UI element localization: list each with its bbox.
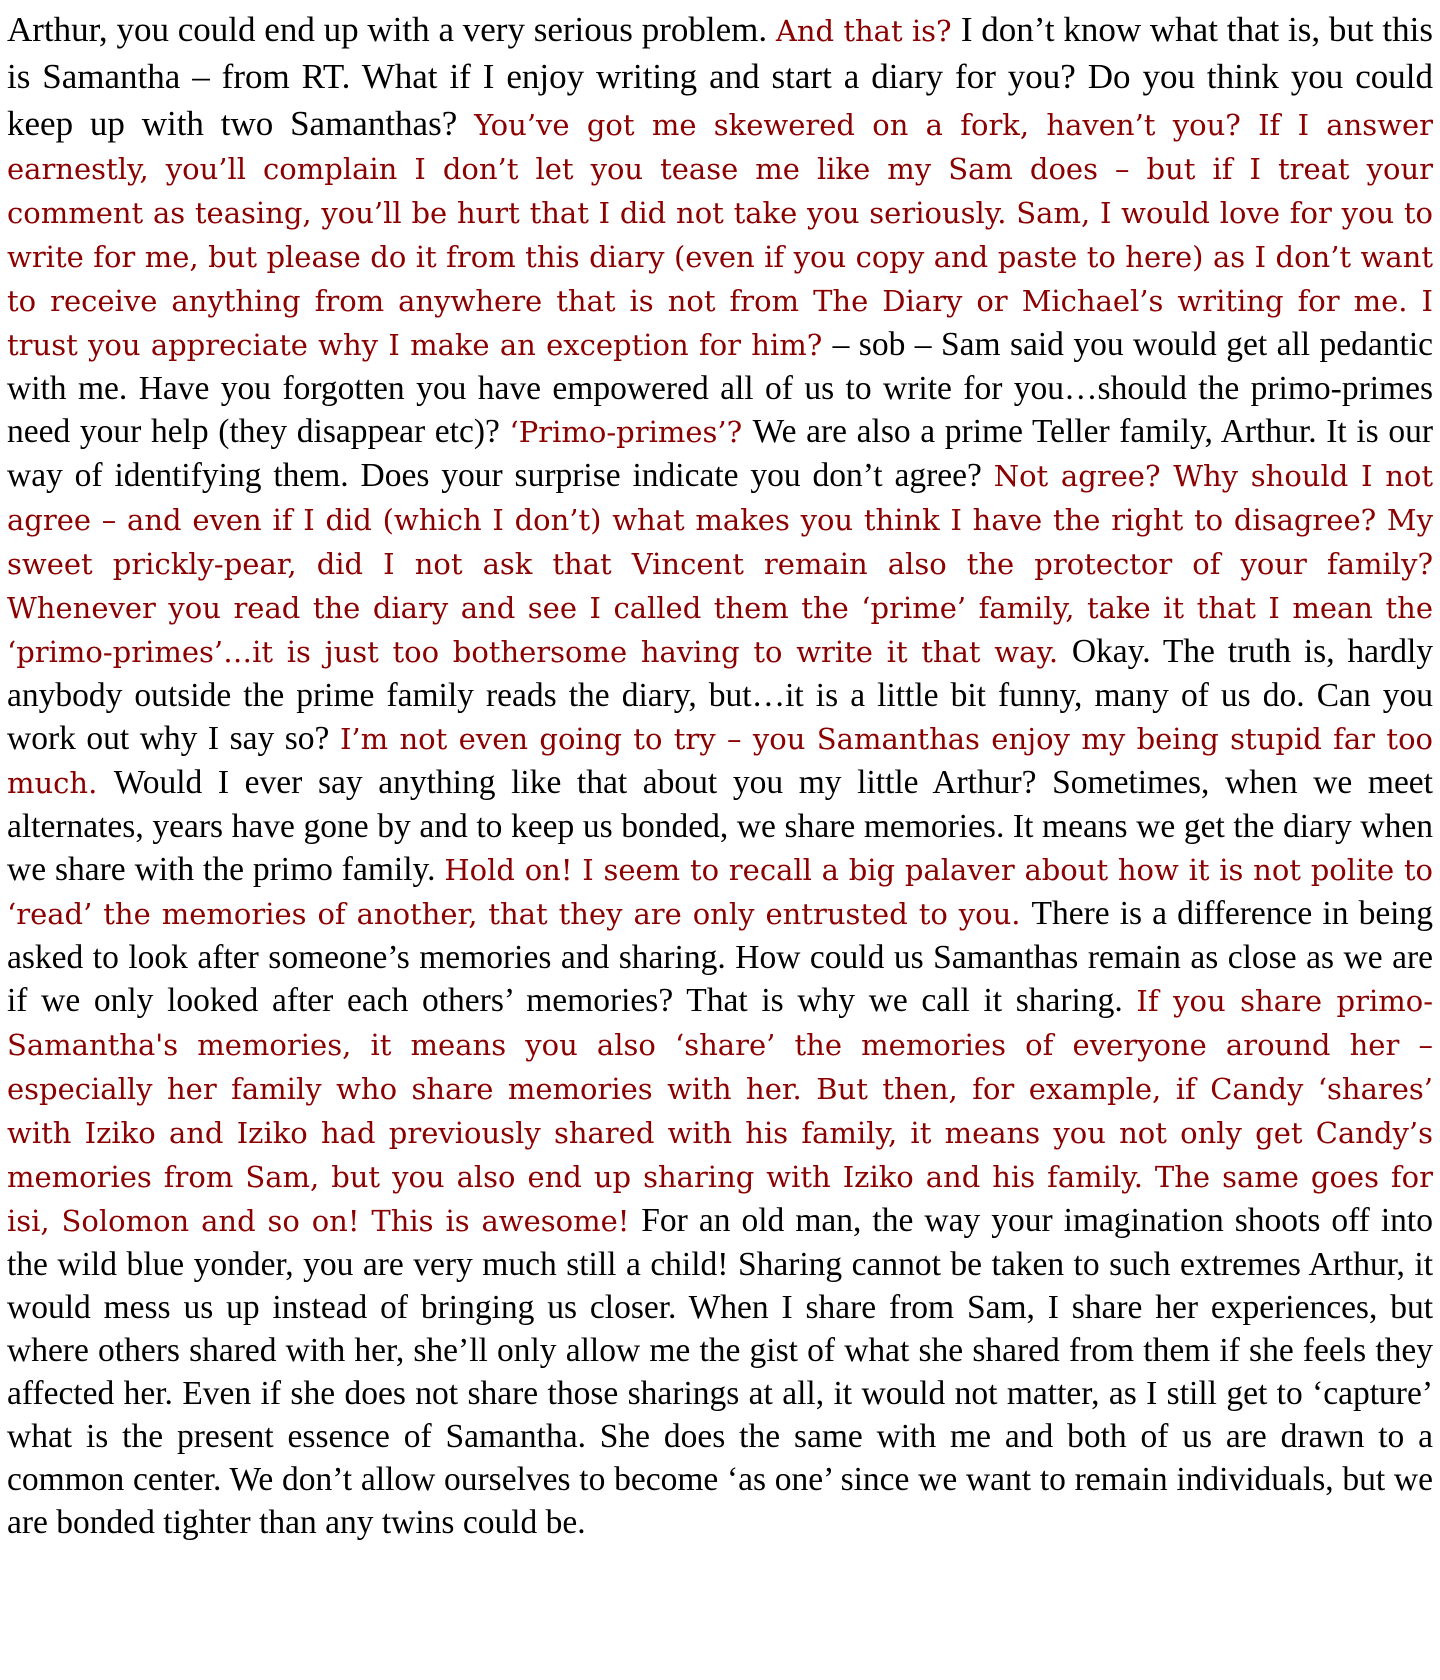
- arthur-text: If you share primo-Samantha's memories, it means you also ‘share’ the memories of everyone around her – especially her family who share memories with her. But then, for example, if Candy ‘shares’ with Iziko and Iziko had previously shared with his family, it means you not only get Candy’s memories from Sam, but you also end up sharing with Iziko and his family. The same goes for isi, Solomon and so on! This is awesome!: [7, 984, 1433, 1238]
- samantha-text: Arthur, you could end up with a very serious problem.: [7, 10, 776, 49]
- samantha-text: – sob – Sam said you would get all pedantic with me. Have you forgotten you have empowered all of us to write for you…should the primo-primes need your help (they disappear etc)?: [7, 326, 1433, 450]
- arthur-text: Not agree? Why should I not agree – and even if I did (which I don’t) what makes you think I have the right to disagree? My sweet prickly-pear, did I not ask that Vincent remain also the protector of your family? Whenever you read the diary and see I called them the ‘prime’ family, take it that I mean the ‘primo-primes’…it is just too bothersome having to write it that way.: [7, 459, 1433, 669]
- samantha-text: Would I ever say anything like that about you my little Arthur? Sometimes, when we meet alternates, years have gone by and to keep us bonded, we share memories. It means we get the diary when we share with the primo family.: [7, 764, 1433, 888]
- samantha-text: Okay. The truth is, hardly anybody outside the prime family reads the diary, but…it is a little bit funny, many of us do. Can you work out why I say so?: [7, 633, 1434, 757]
- arthur-text: And that is?: [775, 14, 961, 48]
- diary-page: [7, 6, 1433, 1544]
- samantha-text: I don’t know what that is, but this is Samantha – from RT. What if I enjoy writing and start a diary for you? Do you think you could keep up with two Samanthas?: [7, 10, 1433, 143]
- arthur-text: I’m not even going to try – you Samanthas enjoy my being stupid far too much.: [7, 722, 1433, 800]
- arthur-text: ‘Primo-primes’?: [509, 415, 753, 449]
- arthur-text: Hold on! I seem to recall a big palaver about how it is not polite to ‘read’ the memories of another, that they are only entrusted to you.: [7, 853, 1433, 931]
- arthur-text: You’ve got me skewered on a fork, haven’t you? If I answer earnestly, you’ll complain I don’t let you tease me like my Sam does – but if I treat your comment as teasing, you’ll be hurt that I did not take you seriously. Sam, I would love for you to write for me, but please do it from this diary (even if you copy and paste to here) as I don’t want to receive anything from anywhere that is not from The Diary or Michael’s writing for me. I trust you appreciate why I make an exception for him?: [7, 108, 1434, 362]
- samantha-text: For an old man, the way your imagination shoots off into the wild blue yonder, you are very much still a child! Sharing cannot be taken to such extremes Arthur, it would mess us up instead of bringing us closer. When I share from Sam, I share her experiences, but where others shared with her, she’ll only allow me the gist of what she shared from them if she feels they affected her. Even if she does not share those sharings at all, it would not matter, as I still get to ‘capture’ what is the present essence of Samantha. She does the same with me and both of us are drawn to a common center. We don’t allow ourselves to become ‘as one’ since we want to remain individuals, but we are bonded tighter than any twins could be.: [7, 1202, 1433, 1541]
- samantha-text: We are also a prime Teller family, Arthur. It is our way of identifying them. Does your surprise indicate you don’t agree?: [7, 413, 1433, 494]
- samantha-text: There is a difference in being asked to look after someone’s memories and sharing. How could us Samanthas remain as close as we are if we only looked after each others’ memories? That is why we call it sharing.: [7, 895, 1433, 1019]
